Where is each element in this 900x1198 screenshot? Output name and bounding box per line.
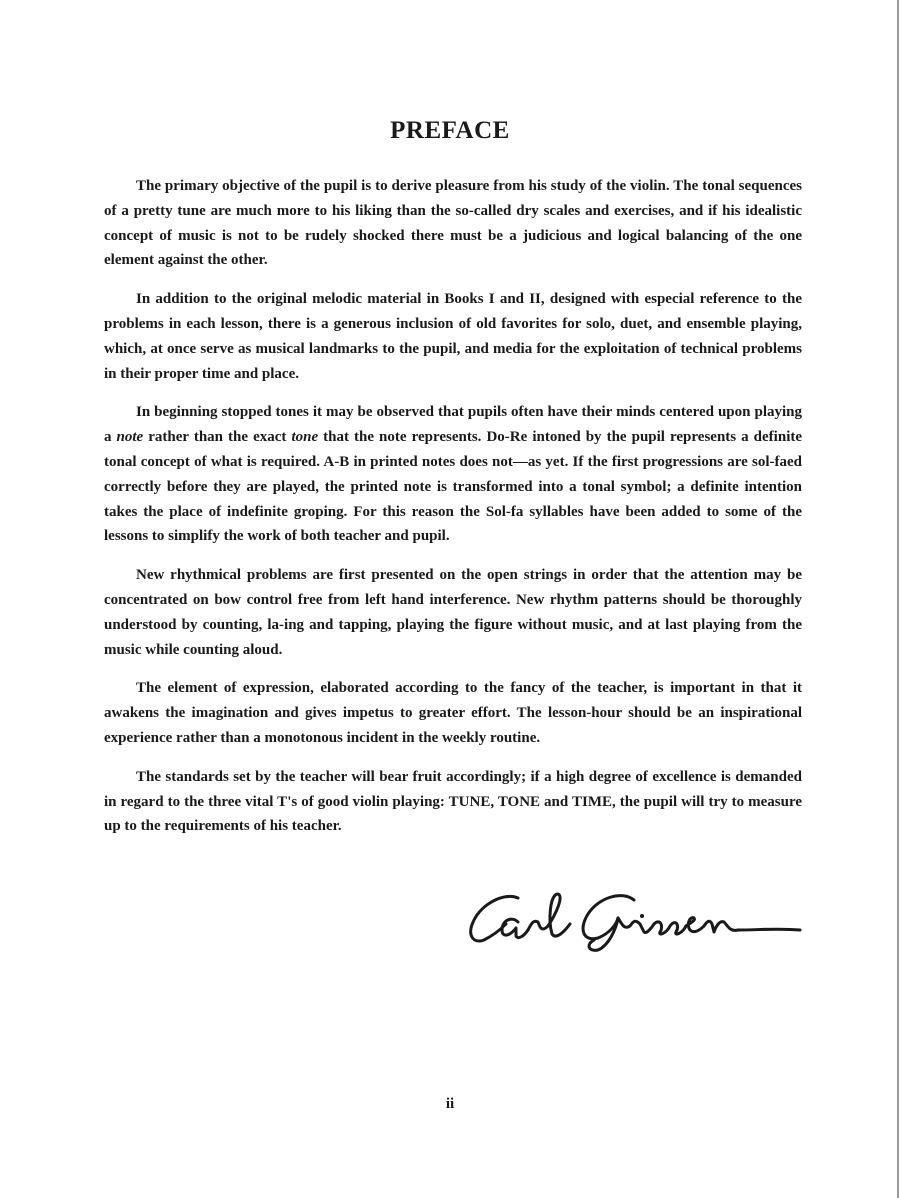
page-edge-divider	[897, 0, 899, 1198]
emphasis-note: note	[116, 429, 144, 446]
paragraph-6: The standards set by the teacher will bear fruit accordingly; if a high degree of excellence is demanded in regard to the three vital T's of good violin playing: TUNE, TONE and TIME, the pupil will try to measure up to the requirements of his teacher.	[104, 768, 802, 835]
page-title: PREFACE	[390, 117, 510, 144]
emphasis-tone: tone	[291, 429, 319, 446]
paragraph-3-segment-2: rather than the exact	[143, 429, 292, 446]
paragraph-5: The element of expression, elaborated according to the fancy of the teacher, is important in that it awakens the imagination and gives impetus to greater effort. The lesson-hour should be an inspirational experience rather than a monotonous incident in the weekly routine.	[104, 680, 802, 746]
preface-body	[104, 174, 802, 853]
page-number: ii	[445, 1096, 455, 1112]
paragraph-3	[104, 400, 802, 549]
paragraph-4: New rhythmical problems are first presented on the open strings in order that the attention may be concentrated on bow control free from left hand interference. New rhythm patterns should be thoroughly understood by counting, la-ing and tapping, playing the figure without music, and at last playing from the music while counting aloud.	[104, 567, 802, 658]
paragraph-3-segment-1: In beginning stopped tones it may be observed that pupils often have their minds centered upon playing a	[104, 404, 802, 446]
paragraph-1: The primary objective of the pupil is to derive pleasure from his study of the violin. The tonal sequences of a pretty tune are much more to his liking than the so-called dry scales and exercises, and if his idealistic concept of music is not to be rudely shocked there must be a judicious and logical balancing of the one element against the other.	[104, 178, 802, 269]
signature-graphic	[448, 886, 808, 956]
paragraph-3-segment-3: that the note represents. Do-Re intoned by the pupil represents a definite tonal concept of what is required. A-B in printed notes does not—as yet. If the first progressions are sol-faed correctly before they are played, the printed note is transformed into a tonal symbol; a definite intention takes the place of indefinite groping. For this reason the Sol-fa syllables have been added to some of the lessons to simplify the work of both teacher and pupil.	[104, 429, 803, 545]
paragraph-2: In addition to the original melodic material in Books I and II, designed with especial reference to the problems in each lesson, there is a generous inclusion of old favorites for solo, duet, and ensemble playing, which, at once serve as musical landmarks to the pupil, and media for the exploitation of technical problems in their proper time and place.	[104, 291, 802, 382]
signature	[448, 868, 808, 938]
